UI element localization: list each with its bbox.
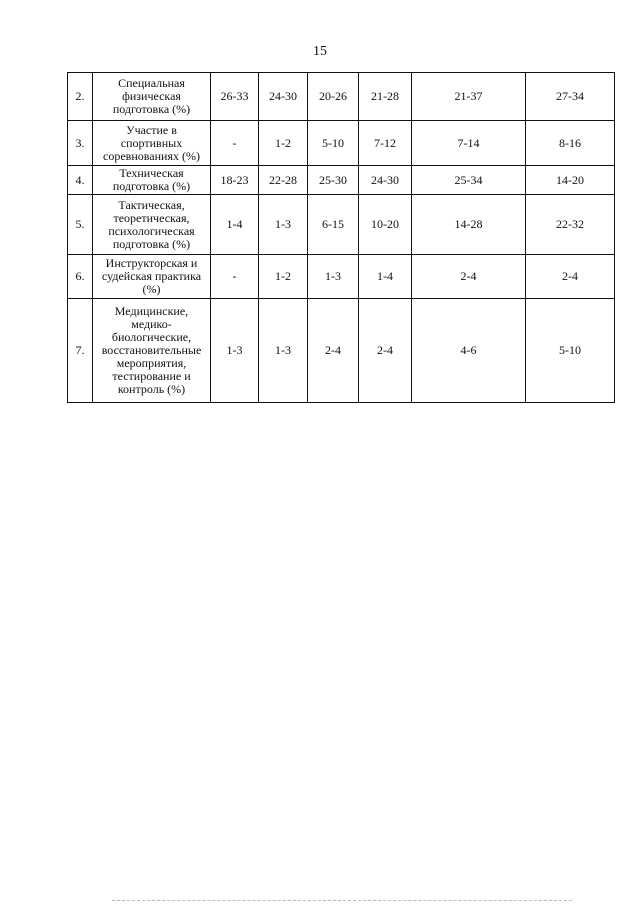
table-cell: 5-10 bbox=[526, 299, 615, 403]
table-cell: 1-3 bbox=[308, 255, 359, 299]
table-cell: 20-26 bbox=[308, 73, 359, 121]
table-cell: 1-2 bbox=[259, 121, 308, 166]
row-name: Инструкторская и судейская практика (%) bbox=[93, 255, 211, 299]
bottom-scan-line bbox=[112, 900, 572, 901]
table-cell: 4-6 bbox=[412, 299, 526, 403]
row-number: 7. bbox=[68, 299, 93, 403]
row-number: 6. bbox=[68, 255, 93, 299]
row-name: Медицинские, медико-биологические, восстановительные мероприятия, тестирование и контроль (%) bbox=[93, 299, 211, 403]
row-name: Техническая подготовка (%) bbox=[93, 166, 211, 195]
row-number: 3. bbox=[68, 121, 93, 166]
table-cell: 1-3 bbox=[259, 195, 308, 255]
row-name: Участие в спортивных соревнованиях (%) bbox=[93, 121, 211, 166]
table-row bbox=[68, 121, 615, 166]
table-row bbox=[68, 166, 615, 195]
table-row bbox=[68, 255, 615, 299]
table-row bbox=[68, 73, 615, 121]
row-name: Специальная физическая подготовка (%) bbox=[93, 73, 211, 121]
table-cell: 21-28 bbox=[359, 73, 412, 121]
table-cell: - bbox=[211, 255, 259, 299]
row-number: 4. bbox=[68, 166, 93, 195]
table-cell: 1-3 bbox=[259, 299, 308, 403]
table-cell: 1-4 bbox=[211, 195, 259, 255]
table-cell: 7-12 bbox=[359, 121, 412, 166]
table-cell: - bbox=[211, 121, 259, 166]
table-cell: 26-33 bbox=[211, 73, 259, 121]
table-row bbox=[68, 299, 615, 403]
table-cell: 2-4 bbox=[308, 299, 359, 403]
table-cell: 2-4 bbox=[359, 299, 412, 403]
table-cell: 7-14 bbox=[412, 121, 526, 166]
row-name: Тактическая, теоретическая, психологическая подготовка (%) bbox=[93, 195, 211, 255]
table-cell: 27-34 bbox=[526, 73, 615, 121]
table-cell: 25-30 bbox=[308, 166, 359, 195]
table-cell: 14-28 bbox=[412, 195, 526, 255]
table-cell: 1-2 bbox=[259, 255, 308, 299]
table-cell: 22-28 bbox=[259, 166, 308, 195]
row-number: 2. bbox=[68, 73, 93, 121]
table-cell: 1-4 bbox=[359, 255, 412, 299]
table-cell: 14-20 bbox=[526, 166, 615, 195]
table-cell: 2-4 bbox=[526, 255, 615, 299]
table-cell: 24-30 bbox=[359, 166, 412, 195]
table-cell: 25-34 bbox=[412, 166, 526, 195]
table-cell: 5-10 bbox=[308, 121, 359, 166]
table-cell: 21-37 bbox=[412, 73, 526, 121]
table-cell: 8-16 bbox=[526, 121, 615, 166]
table-cell: 10-20 bbox=[359, 195, 412, 255]
table-cell: 18-23 bbox=[211, 166, 259, 195]
table-cell: 2-4 bbox=[412, 255, 526, 299]
table-cell: 22-32 bbox=[526, 195, 615, 255]
training-table bbox=[67, 72, 615, 403]
table-cell: 24-30 bbox=[259, 73, 308, 121]
table-row bbox=[68, 195, 615, 255]
table-cell: 1-3 bbox=[211, 299, 259, 403]
table-cell: 6-15 bbox=[308, 195, 359, 255]
page-number: 15 bbox=[313, 44, 327, 59]
row-number: 5. bbox=[68, 195, 93, 255]
